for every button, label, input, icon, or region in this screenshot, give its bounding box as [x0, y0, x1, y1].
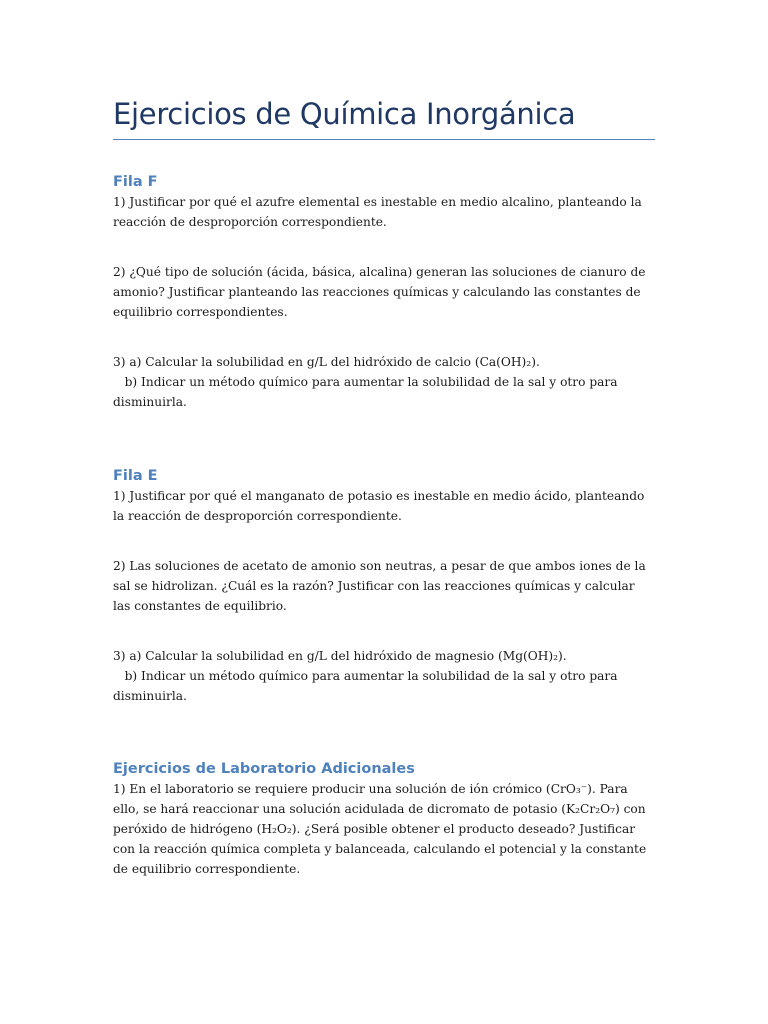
- exercise-item: 1) En el laboratorio se requiere producir una solución de ión crómico (CrO₃⁻). Para ello, se hará reaccionar una solución acidulada de dicromato de potasio (K₂Cr₂O₇) con peróxido de hidrógeno (H₂O₂). ¿Será posible obtener el producto deseado? Justificar con la reacción química completa y balanceada, calculando el potencial y la constante de equilibrio correspondiente.: [113, 782, 651, 876]
- exercise-item: 2) Las soluciones de acetato de amonio son neutras, a pesar de que ambos iones de la sal se hidrolizan. ¿Cuál es la razón? Justificar con las reacciones químicas y calcular las constantes de equilibrio.: [113, 559, 650, 613]
- exercise-item: 1) Justificar por qué el manganato de potasio es inestable en medio ácido, planteando la reacción de desproporción correspondiente.: [113, 489, 649, 523]
- document-title: Ejercicios de Química Inorgánica: [113, 97, 576, 131]
- section-heading: Ejercicios de Laboratorio Adicionales: [113, 761, 415, 777]
- section-fila-e: [113, 466, 655, 706]
- section-fila-f: [113, 172, 655, 412]
- exercise-item: 1) Justificar por qué el azufre elemental es inestable en medio alcalino, planteando la reacción de desproporción correspondiente.: [113, 195, 646, 229]
- section-laboratorio: [113, 759, 655, 879]
- exercise-item: 3) a) Calcular la solubilidad en g/L del hidróxido de calcio (Ca(OH)₂). b) Indicar un método químico para aumentar la solubilidad de la sal y otro para disminuirla.: [113, 355, 618, 409]
- section-heading: Fila F: [113, 174, 158, 190]
- exercise-item: 2) ¿Qué tipo de solución (ácida, básica, alcalina) generan las soluciones de cianuro de amonio? Justificar planteando las reacciones químicas y calculando las constantes de equilibrio correspondientes.: [113, 265, 650, 319]
- exercise-item: 3) a) Calcular la solubilidad en g/L del hidróxido de magnesio (Mg(OH)₂). b) Indicar un método químico para aumentar la solubilidad de la sal y otro para disminuirla.: [113, 649, 618, 703]
- title-underline: [113, 139, 655, 140]
- section-heading: Fila E: [113, 468, 158, 484]
